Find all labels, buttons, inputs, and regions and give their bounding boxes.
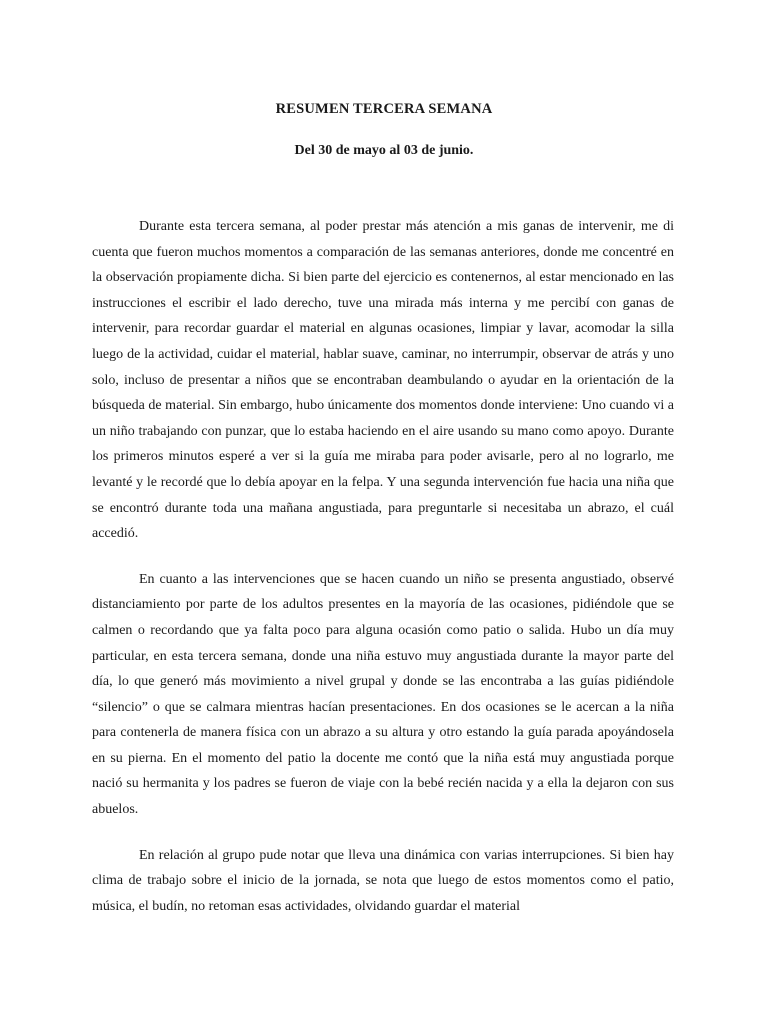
paragraph-3: En relación al grupo pude notar que lleva una dinámica con varias interrupciones. Si bien hay clima de trabajo sobre el inicio de la jornada, se nota que luego de estos momentos como el patio, música, el budín, no retoman esas actividades, olvidando guardar el material [92,847,674,914]
paragraph-2: En cuanto a las intervenciones que se hacen cuando un niño se presenta angustiado, observé distanciamiento por parte de los adultos presentes en la mayoría de las ocasiones, pidiéndole que se calmen o recordando que ya falta poco para alguna ocasión como patio o salida. Hubo un día muy particular, en esta tercera semana, donde una niña estuvo muy angustiada durante la mayor parte del día, lo que generó más movimiento a nivel grupal y donde se las encontraba a las guías pidiéndole “silencio” o que se calmara mientras hacían presentaciones. En dos ocasiones se le acercan a la niña para contenerla de manera física con un abrazo a su altura y otro estando la guía parada apoyándosela en su pierna. En el momento del patio la docente me contó que la niña está muy angustiada porque nació su hermanita y los padres se fueron de viaje con la bebé recién nacida y a ella la dejaron con sus abuelos. [92,571,674,818]
document-title: RESUMEN TERCERA SEMANA [275,101,493,117]
paragraph-1: Durante esta tercera semana, al poder prestar más atención a mis ganas de intervenir, me di cuenta que fueron muchos momentos a comparación de las semanas anteriores, donde me concentré en la observación propiamente dicha. Si bien parte del ejercicio es contenernos, al estar mencionado en las instrucciones el escribir el lado derecho, tuve una mirada más interna y me percibí con ganas de intervenir, para recordar guardar el material en algunas ocasiones, limpiar y lavar, acomodar la silla luego de la actividad, cuidar el material, hablar suave, caminar, no interrumpir, observar de atrás y uno solo, incluso de presentar a niños que se encontraban deambulando o ayudar en la orientación de la búsqueda de material. Sin embargo, hubo únicamente dos momentos donde interviene: Uno cuando vi a un niño trabajando con punzar, que lo estaba haciendo en el aire usando su mano como apoyo. Durante los primeros minutos esperé a ver si la guía me miraba para poder avisarle, pero al no lograrlo, me levanté y le recordé que lo debía apoyar en la felpa. Y una segunda intervención fue hacia una niña que se encontró durante toda una mañana angustiada, para preguntarle si necesitaba un abrazo, el cuál accedió. [92,219,674,542]
document-body [92,214,674,939]
document-subtitle: Del 30 de mayo al 03 de junio. [294,143,474,158]
